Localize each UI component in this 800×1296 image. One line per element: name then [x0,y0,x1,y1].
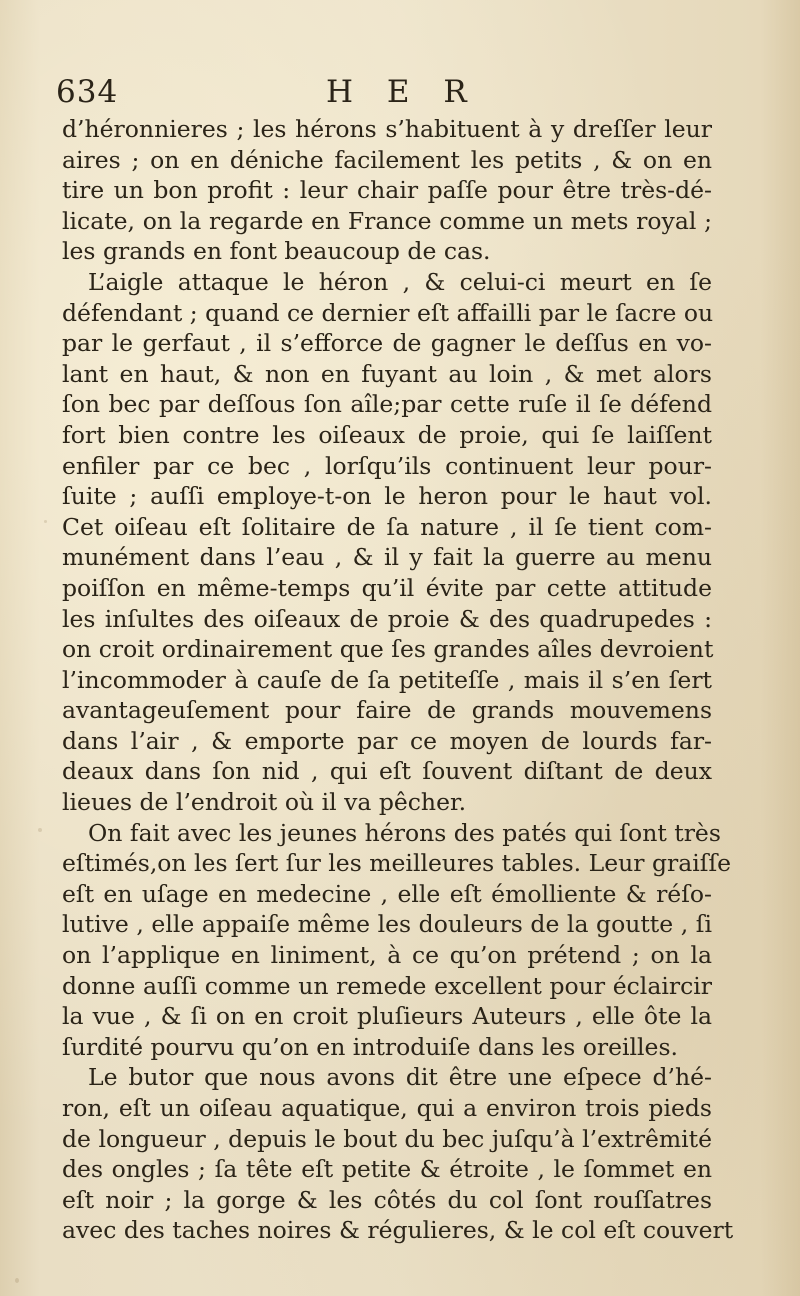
paper-spot [44,520,47,523]
running-head-title: H E R [326,74,479,110]
text-line: ſurdité pourvu qu’on en introduiſe dans les oreilles. [62,1032,678,1061]
text-line: tire un bon profit : leur chair paſſe pour être très-dé- [62,176,712,205]
page-number: 634 [56,74,119,110]
text-line: eſt en uſage en medecine , elle eſt émolliente & réſo- [62,879,712,908]
text-line: donne auſſi comme un remede excellent pour éclaircir [62,971,712,1000]
text-line: la vue , & ſi on en croit pluſieurs Auteurs , elle ôte la [62,1002,712,1031]
text-line: dans l’air , & emporte par ce moyen de lourds far- [62,726,712,755]
paragraph-start-line: Le butor que nous avons dit être une eſpece d’hé- [88,1063,712,1092]
text-line: de longueur , depuis le bout du bec juſqu’à l’extrêmité [62,1124,712,1153]
paper-spot [38,828,42,832]
text-line: aires ; on en déniche facilement les petits , & on en [62,145,712,174]
text-line: avec des taches noires & régulieres, & le col eſt couvert [62,1216,734,1245]
text-line: enfiler par ce bec , lorſqu’ils continuent leur pour- [62,451,712,480]
text-line: ron, eſt un oiſeau aquatique, qui a environ trois pieds [62,1094,712,1122]
text-line: eſt noir ; la gorge & les côtés du col ſont rouſſatres [62,1185,712,1214]
paragraph-start-line: L’aigle attaque le héron , & celui-ci meurt en ſe [88,267,712,296]
text-line: lieues de l’endroit où il va pêcher. [62,788,467,817]
text-line: licate, on la regarde en France comme un mets royal ; [62,206,712,235]
text-line: par le gerfaut , il s’efforce de gagner le deſſus en vo- [62,329,712,358]
text-line: défendant ; quand ce dernier eſt affailli par le ſacre ou [62,298,714,327]
text-line: d’héronnieres ; les hérons s’habituent à y dreſſer leur [62,115,712,143]
text-line: Cet oiſeau eſt ſolitaire de ſa nature , il ſe tient com- [62,512,712,541]
body-text [62,114,734,1246]
text-line: les inſultes des oiſeaux de proie & des quadrupedes : [62,604,712,633]
paragraph-start-line: On fait avec les jeunes hérons des patés qui ſont très [88,818,721,847]
text-line: lutive , elle appaiſe même les douleurs de la goutte , ſi [62,910,712,939]
text-line: on croit ordinairement que ſes grandes aîles devroient [62,635,714,664]
text-line: les grands en font beaucoup de cas. [62,237,491,266]
text-line: des ongles ; ſa tête eſt petite & étroite , le ſommet en [62,1155,712,1184]
text-line: ſon bec par deſſous ſon aîle;par cette ruſe il ſe défend [62,390,712,419]
paper-spot [15,1278,19,1283]
text-line: on l’applique en liniment, à ce qu’on prétend ; on la [62,941,712,970]
text-line: l’incommoder à cauſe de ſa petiteſſe , mais il s’en ſert [62,665,712,694]
text-line: ſuite ; auſſi employe-t-on le heron pour le haut vol. [62,482,712,511]
text-line: lant en haut, & non en fuyant au loin , & met alors [62,359,712,388]
running-head [56,74,746,118]
text-line: deaux dans ſon nid , qui eſt ſouvent diſtant de deux [62,757,712,786]
text-line: munément dans l’eau , & il y fait la guerre au menu [62,543,712,572]
text-line: fort bien contre les oiſeaux de proie, qui ſe laiſſent [62,420,712,449]
text-line: avantageuſement pour faire de grands mouvemens [62,696,712,725]
text-line: poiſſon en même-temps qu’il évite par cette attitude [62,573,712,602]
text-line: eſtimés,on les ſert ſur les meilleures tables. Leur graiſſe [62,849,732,878]
